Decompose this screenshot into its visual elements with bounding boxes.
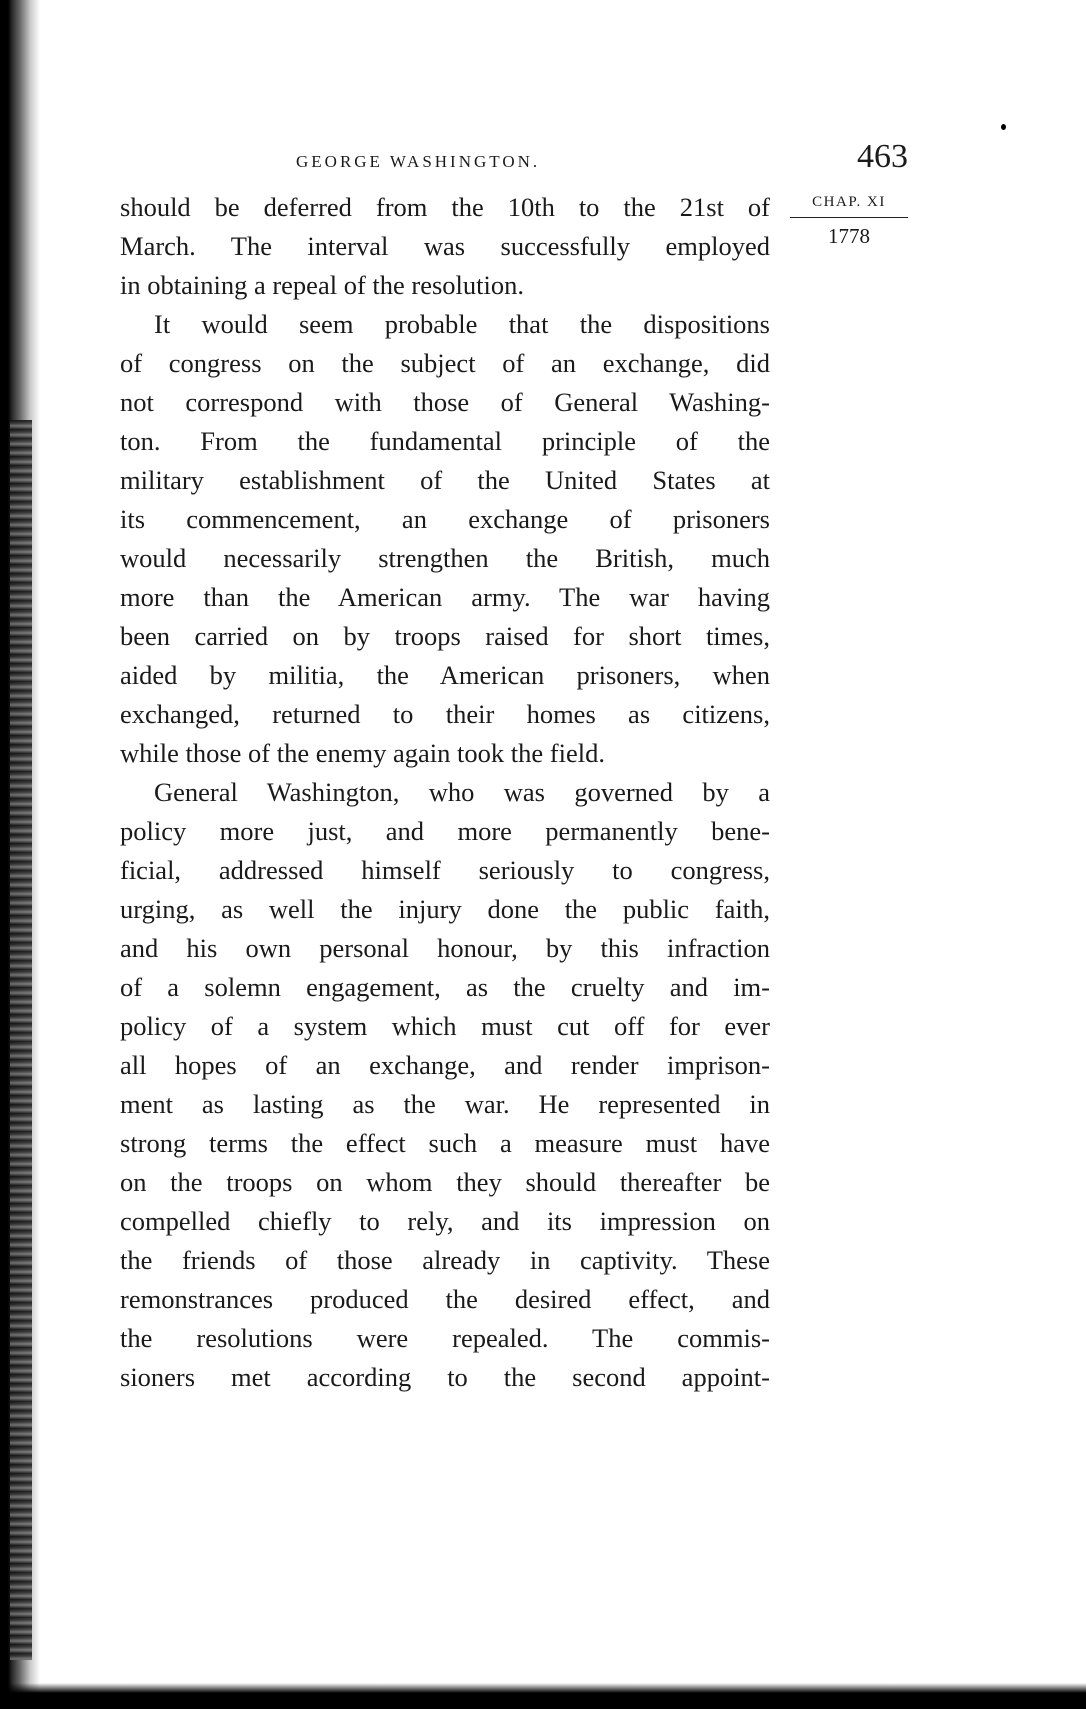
text-line: its commencement, an exchange of prisoners [120,504,770,534]
text-line: It would seem probable that the dispositions [154,309,770,339]
text-line: March. The interval was successfully employed [120,231,770,261]
paragraph [120,188,770,305]
paragraph [120,773,770,1397]
scan-bottom-edge [0,1683,1086,1709]
text-line: should be deferred from the 10th to the 21st of [120,192,770,222]
text-line: strong terms the effect such a measure must have [120,1128,770,1158]
text-line: General Washington, who was governed by a [154,777,770,807]
text-line: while those of the enemy again took the field. [120,738,605,768]
page-number: 463 [857,138,908,175]
text-line: ment as lasting as the war. He represented in [120,1089,770,1119]
text-line: all hopes of an exchange, and render imprison- [120,1050,770,1080]
body-text [120,188,770,1397]
text-line: urging, as well the injury done the public faith, [120,894,770,924]
running-title: GEORGE WASHINGTON. [296,152,541,171]
running-head [120,138,908,178]
text-line: the resolutions were repealed. The commis- [120,1323,770,1353]
text-line: policy of a system which must cut off for ever [120,1011,770,1041]
ink-speck [1001,124,1006,130]
text-line: in obtaining a repeal of the resolution. [120,270,525,300]
text-line: of congress on the subject of an exchange, did [120,348,770,378]
margin-note [790,194,908,249]
text-line: on the troops on whom they should thereafter be [120,1167,770,1197]
text-line: more than the American army. The war having [120,582,770,612]
text-line: not correspond with those of General Washing- [120,387,770,417]
margin-year: 1778 [828,224,870,248]
paragraph [120,305,770,773]
binding-shadow [0,0,40,1709]
text-line: exchanged, returned to their homes as citizens, [120,699,770,729]
text-line: would necessarily strengthen the British, much [120,543,770,573]
text-line: and his own personal honour, by this infraction [120,933,770,963]
margin-chapter: CHAP. XI [790,194,908,218]
text-line: aided by militia, the American prisoners, when [120,660,770,690]
text-line: ficial, addressed himself seriously to congress, [120,855,770,885]
text-line: ton. From the fundamental principle of the [120,426,770,456]
text-line: remonstrances produced the desired effect, and [120,1284,770,1314]
text-line: the friends of those already in captivity. These [120,1245,770,1275]
text-line: compelled chiefly to rely, and its impression on [120,1206,770,1236]
text-line: military establishment of the United States at [120,465,770,495]
text-line: sioners met according to the second appoint- [120,1362,770,1392]
text-line: of a solemn engagement, as the cruelty and im- [120,972,770,1002]
text-line: been carried on by troops raised for short times, [120,621,770,651]
text-line: policy more just, and more permanently bene- [120,816,770,846]
